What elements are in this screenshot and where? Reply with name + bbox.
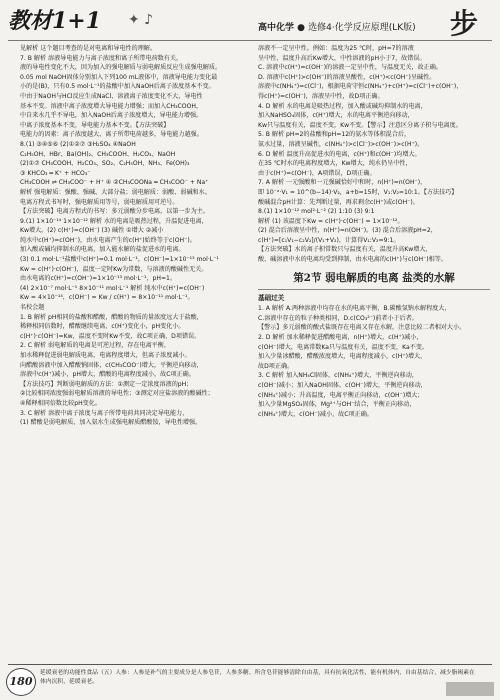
text-line: D. 溶液中c(H⁺)>c(OH⁻)的溶液呈酸性，c(H⁺)<c(OH⁻)呈碱性。: [258, 73, 436, 81]
text-line: c(H⁺)=[c₁V₁−c₂V₂]/(V₁+V₂)，计算得V₁:V₂=9:1。: [258, 236, 400, 244]
text-line: Kw增大。(2) c(H⁺)=c(OH⁻) (3) 碱性 ①增大 ②减小: [20, 227, 164, 235]
text-line: 0.05 mol NaOH固体分别加入下列100 mL液体中，溶液导电能力变化最: [20, 73, 218, 81]
text-line: ②比较相同浓度强弱电解质溶液的导电性；③测定对应盐溶液的酸碱性；: [20, 390, 214, 398]
text-line: c(NH₄⁺)增大，c(OH⁻)减小，故C项正确。: [258, 410, 373, 418]
text-line: 中由于NaOH与HCl反应生成NaCl，溶液离子浓度变化不大，导电性: [20, 92, 203, 100]
text-line: 加入少量冰醋酸，醋酸浓度增大，电离程度减小，c(H⁺)增大，: [258, 353, 427, 361]
text-line: 酸、碱溶液中水的电离均受到抑制，由水电离的c(H⁺)与c(OH⁻)相等。: [258, 256, 447, 264]
text-line: (1) 醋酸是弱电解质，加入氨水生成强电解质醋酸铵，导电性增强。: [20, 419, 202, 427]
text-line: 8.(1) 1×10⁻¹² mol²·L⁻² (2) 1:10 (3) 9:1: [258, 208, 375, 216]
text-line: 3. C 解析 加入NH₄Cl固体，c(NH₄⁺)增大，平衡逆向移动，: [258, 372, 418, 380]
text-line: 基本不变。溶液中离子浓度增大导电能力增强；而加入CH₃COOH，: [20, 102, 203, 110]
text-line: 氨水过量，溶液呈碱性，c(NH₄⁺)>c(Cl⁻)>c(OH⁻)>c(H⁺)。: [258, 140, 424, 148]
text-line: 即 10⁻ᵃ·V₁ = 10^(b−14)·V₂，a+b=15时，V₁:V₂=10:1。【方法技巧】: [258, 188, 458, 196]
text-line: 3. C 解析 溶液中离子浓度与离子所带电荷共同决定导电能力，: [20, 409, 189, 417]
text-line: 溶液不一定呈中性。例如：温度为25 ℃时，pH=7的溶液: [258, 45, 414, 52]
text-line: 溶液中c(H⁺)减小，pH增大，醋酸的电离程度减小，故C项正确。: [20, 371, 195, 379]
text-line: 8.(1) ③④⑤⑥ (2)①②⑦ ③H₂SO₄ ④NaOH: [20, 140, 136, 148]
text-line: 4. D 解析 水的电离是吸热过程，加入酸或碱均抑制水的电离，: [258, 102, 427, 110]
text-line: 基础过关: [258, 293, 285, 302]
text-line: 呈中性，温度升高后Kw增大，中性溶液的pH小于7，故错误。: [258, 54, 426, 62]
text-line: 故D项正确。: [258, 362, 294, 370]
text-line: 由水电离的c(H⁺)=c(OH⁻)=1×10⁻¹³ mol·L⁻¹，pH=1。: [20, 275, 177, 283]
text-line: 5. B 解析 pH=2的盐酸和pH=12的氨水等体积混合后，: [258, 131, 411, 139]
text-line: 电离方程式书写时，强电解质用等号，弱电解质用可逆号。: [20, 198, 179, 206]
text-line: Kw = 4×10⁻¹⁴，c(OH⁻) = Kw / c(H⁺) = 8×10⁻¹¹ mol·L⁻¹。: [20, 294, 194, 302]
text-line: (4) 2×10⁻⁷ mol·L⁻¹ 8×10⁻¹¹ mol·L⁻¹ 解析 纯水中c(H⁺)=c(OH⁻): [20, 284, 205, 292]
text-line: (2) 混合后溶液呈中性，n(H⁺)=n(OH⁻)。(3) 混合后溶液pH=2，: [258, 227, 437, 235]
right-column-top: [258, 44, 490, 265]
text-line: Kw只与温度有关，温度不变，Kw不变。【警示】注意区分离子积与电离度。: [258, 121, 462, 129]
book-logo: 教材1+1: [8, 8, 102, 34]
text-line: 1. A 解析 A.两种溶液中均存在水的电离平衡，B.碳酸氢钠水解程度大，: [258, 305, 451, 313]
text-line: 加入少量MgSO₄固体，Mg²⁺与OH⁻结合，平衡正向移动，: [258, 401, 416, 409]
text-line: 1. B 解析 pH相同的盐酸和醋酸，醋酸的物质的量浓度远大于盐酸，: [20, 313, 203, 321]
text-line: 加水稀释促进弱电解质电离，电离程度增大，但离子浓度减小。: [20, 352, 191, 359]
right-column: [258, 44, 490, 656]
sparkle-icon: ✦ ♪: [128, 12, 154, 28]
text-line: CH₃COOH ⇌ CH₃COO⁻ + H⁺ ④ ②CH₃COONa ═ CH₃COO⁻ + Na⁺: [20, 179, 209, 187]
section-divider: [258, 289, 490, 290]
footer-divider: [8, 664, 492, 665]
text-line: ③ KHCO₃ ═ K⁺ + HCO₃⁻: [20, 169, 91, 177]
subject-label: 高中化学: [258, 23, 295, 33]
left-column: [20, 44, 252, 656]
series-label: 选修4·化学反应原理(LK版): [308, 23, 416, 33]
text-line: 中自来水几乎不导电，加入NaOH后离子浓度增大，导电能力增强。: [20, 112, 203, 120]
text-line: (2)①⑦ CH₃COOH、H₂CO₃、SO₂、C₂H₅OH、NH₃、Fe(OH)₃: [20, 160, 190, 168]
text-line: 由于c(H⁺)=c(OH⁻)，A项错误，D项正确。: [258, 169, 376, 177]
text-line: 见解析 这个题目考查的是对电离和导电性的理解。: [20, 45, 156, 52]
text-line: 9.(1) 1×10⁻¹⁴ 1×10⁻¹² 解析 水的电离是吸热过程，升温促进电离，: [20, 217, 208, 225]
text-line: 液的导电性变化不大，因为加入的强电解质与弱电解质反应生成强电解质。: [20, 64, 222, 72]
text-line: 6. D 解析 温度升高促进水的电离，c(H⁺)和c(OH⁻)均增大。: [258, 150, 421, 158]
text-line: 小的是(B)，只有0.5 mol·L⁻¹的盐酸中加入NaOH后离子浓度基本不变。: [20, 83, 215, 91]
right-column-bottom: [258, 294, 490, 420]
text-line: 解析 强电解质：强酸、强碱、大部分盐；弱电解质：弱酸、弱碱和水。: [20, 188, 211, 196]
text-line: 溶液中c(NH₄⁺)=c(Cl⁻)，根据电荷守恒c(NH₄⁺)+c(H⁺)=c(Cl⁻)+c(OH⁻)，: [258, 83, 463, 91]
text-line: 7. A 解析 一元强酸和一元强碱恰好中和时，n(H⁺)=n(OH⁻)，: [258, 179, 427, 187]
watermark: [446, 682, 494, 696]
text-line: Kw = c(H⁺)·c(OH⁻)，温度一定时Kw为常数，与溶液的酸碱性无关。: [20, 265, 208, 273]
text-line: 加入NaHSO₄固体，c(H⁺)增大，水的电离平衡逆向移动，: [258, 112, 414, 120]
text-line: (3) 0.1 mol·L⁻¹盐酸中c(H⁺)=0.1 mol·L⁻¹，c(OH⁻)=1×10⁻¹³ mol·L⁻¹: [20, 256, 219, 264]
text-line: 7. B 解析 溶液导电能力与离子浓度和离子所带电荷数有关，: [20, 54, 183, 62]
page-number: 180: [6, 668, 36, 696]
text-line: 【警示】多元弱酸的酸式盐既存在电离又存在水解，注意比较二者相对大小。: [258, 324, 466, 332]
text-line: 向醋酸溶液中加入醋酸钠固体，c(CH₃COO⁻)增大，平衡逆向移动，: [20, 361, 203, 369]
text-line: C. 溶液中c(H⁺)=c(OH⁻)的溶液一定呈中性，与温度无关，故正确。: [258, 64, 442, 72]
page-header: [0, 0, 500, 44]
text-line: 【方法突破】电离方程式的书写：多元弱酸分步电离，以第一步为主。: [20, 208, 209, 216]
text-line: ④稀释相同倍数比较pH变化。: [20, 399, 101, 407]
text-line: c(NH₄⁺)减小；升高温度，电离平衡正向移动，c(OH⁻)增大；: [258, 391, 424, 399]
text-line: 加入酸或碱均抑制水的电离，加入能水解的盐促进水的电离。: [20, 246, 185, 254]
text-line: c(OH⁻)减小；加入NaOH固体，c(OH⁻)增大，平衡逆向移动，: [258, 382, 427, 389]
header-mark: 步: [449, 7, 478, 40]
text-line: 2. C 解析 弱电解质的电离是可逆过程，存在电离平衡，: [20, 342, 170, 350]
text-line: 电能力的因素：离子浓度越大、离子所带电荷越多，导电能力越强。: [20, 131, 203, 139]
header-subtitle: 高中化学 ● 选修4·化学反应原理(LK版): [258, 23, 416, 33]
text-line: 纯水中c(H⁺)=c(OH⁻)，由水电离产生的c(H⁺)始终等于c(OH⁻)。: [20, 236, 196, 244]
text-line: 2. D 解析 加水稀释促进醋酸电离，n(H⁺)增大，c(H⁺)减小，: [258, 334, 423, 342]
text-line: 酸碱混合pH计算：先判断过量，再求剩余c(H⁺)或c(OH⁻)。: [258, 198, 419, 206]
text-line: 在35 ℃时水的电离程度增大，Kw增大，纯水仍呈中性，: [258, 160, 412, 168]
text-line: 【方法技巧】判断弱电解质的方法：①测定一定浓度溶液的pH；: [20, 380, 193, 388]
text-line: c(OH⁻)增大，电离常数Ka只与温度有关，温度不变，Ka不变。: [258, 343, 429, 351]
section-title: 第2节 弱电解质的电离 盐类的水解: [293, 271, 455, 284]
header-divider: [8, 40, 492, 41]
text-line: 稀释相同倍数时，醋酸继续电离，c(H⁺)变化小，pH变化小。: [20, 323, 185, 331]
text-line: C₂H₅OH、HBr、Ba(OH)₂、CH₃COOH、H₂CO₃、NaOH: [20, 150, 176, 158]
text-line: 中离子浓度基本不变，导电能力基本不变。【方法突破】: [20, 121, 170, 129]
text-line: 名校会题: [20, 304, 45, 312]
text-line: 得c(H⁺)=c(OH⁻)，溶液呈中性，故D项正确。: [258, 92, 384, 100]
text-line: 解析 (1) 该温度下Kw = c(H⁺)·c(OH⁻) = 1×10⁻¹²。: [258, 217, 404, 225]
text-line: C.溶液中存在的粒子种类相同，D.c(CO₃²⁻)前者小于后者。: [258, 314, 418, 322]
text-line: c(H⁺)·c(OH⁻)=Kw，温度不变时Kw不变，故C项正确，D项错误。: [20, 332, 201, 340]
footer-note: 延缓衰老的功能性食品（五）人参：人参是补气的主要成分是人参皂苷，人参多糖、所含皂苷能够清除自由基，具有抗氧化活性，能有机体内，自由基结合，减少脂褐素在体内沉积，延缓衰老。: [40, 670, 475, 685]
text-line: 【方法突破】水的离子积常数只与温度有关，温度升高Kw增大，: [258, 246, 432, 254]
